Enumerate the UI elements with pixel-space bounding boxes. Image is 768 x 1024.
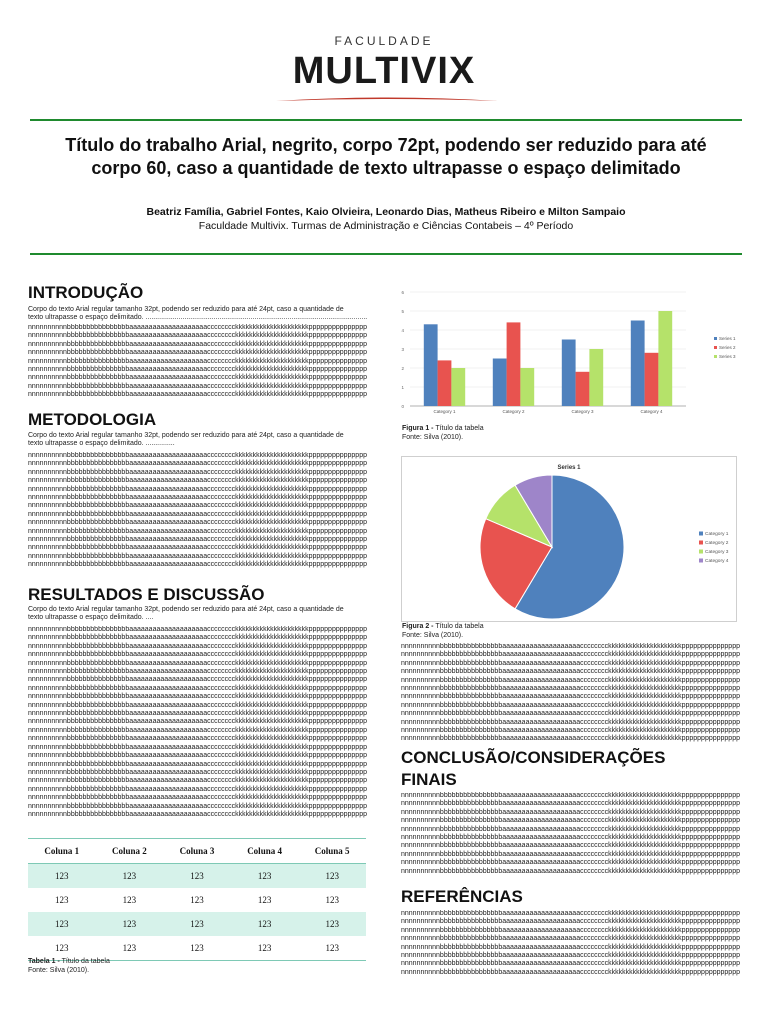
filler-line: nnnnnnnnnnbbbbbbbbbbbbbbbbaaaaaaaaaaaaaaaaaaaacccccccckkkkkkkkkkkkkkkkkkkkkppppppppppppppp bbox=[401, 693, 740, 701]
bar bbox=[424, 324, 438, 406]
legend-swatch bbox=[714, 346, 717, 349]
figure2-caption-text: Título da tabela bbox=[433, 623, 484, 630]
title-line-1: Título do trabalho Arial, negrito, corpo 72pt, podendo ser reduzido para até bbox=[65, 135, 707, 155]
filler-line: nnnnnnnnnnbbbbbbbbbbbbbbbbaaaaaaaaaaaaaaaaaaaacccccccckkkkkkkkkkkkkkkkkkkkkppppppppppppppp bbox=[28, 452, 367, 459]
table-caption bbox=[28, 957, 110, 966]
table-cell: 123 bbox=[231, 864, 299, 889]
filler-line: nnnnnnnnnnbbbbbbbbbbbbbbbbaaaaaaaaaaaaaaaaaaaacccccccckkkkkkkkkkkkkkkkkkkkkppppppppppppppp bbox=[401, 668, 740, 676]
legend-label: Series 2 bbox=[719, 345, 736, 350]
filler-line: nnnnnnnnnnbbbbbbbbbbbbbbbbaaaaaaaaaaaaaaaaaaaacccccccckkkkkkkkkkkkkkkkkkkkkppppppppppppppp bbox=[401, 792, 740, 799]
resultados-body-line-1: Corpo do texto Arial regular tamanho 32pt, podendo ser reduzido para até 24pt, caso a quantidade de bbox=[28, 606, 344, 613]
heading-resultados: RESULTADOS E DISCUSSÃO bbox=[28, 585, 265, 604]
table-cell: 123 bbox=[28, 864, 96, 889]
legend-swatch bbox=[714, 355, 717, 358]
filler-line: nnnnnnnnnnbbbbbbbbbbbbbbbbaaaaaaaaaaaaaaaaaaaacccccccckkkkkkkkkkkkkkkkkkkkkppppppppppppppp bbox=[28, 752, 367, 760]
filler-line: nnnnnnnnnnbbbbbbbbbbbbbbbbaaaaaaaaaaaaaaaaaaaacccccccckkkkkkkkkkkkkkkkkkkkkppppppppppppppp bbox=[28, 536, 367, 544]
table-cell: 123 bbox=[122, 895, 137, 905]
x-tick-label: Category 3 bbox=[571, 409, 594, 414]
filler-line: nnnnnnnnnnbbbbbbbbbbbbbbbbaaaaaaaaaaaaaaaaaaaacccccccckkkkkkkkkkkkkkkkkkkkkppppppppppppppp bbox=[28, 374, 367, 382]
legend-swatch bbox=[699, 541, 703, 545]
bar bbox=[438, 360, 452, 406]
resultados-body bbox=[28, 606, 368, 623]
figure2-source: Fonte: Silva (2010). bbox=[402, 632, 464, 639]
filler-line: nnnnnnnnnnbbbbbbbbbbbbbbbbaaaaaaaaaaaaaaaaaaaacccccccckkkkkkkkkkkkkkkkkkkkkppppppppppppppp bbox=[401, 842, 740, 850]
filler-line: nnnnnnnnnnbbbbbbbbbbbbbbbbaaaaaaaaaaaaaaaaaaaacccccccckkkkkkkkkkkkkkkkkkkkkppppppppppppppp bbox=[28, 357, 367, 365]
filler-line: nnnnnnnnnnbbbbbbbbbbbbbbbbaaaaaaaaaaaaaaaaaaaacccccccckkkkkkkkkkkkkkkkkkkkkppppppppppppppp bbox=[28, 519, 367, 527]
bar bbox=[631, 321, 645, 407]
filler-line: nnnnnnnnnnbbbbbbbbbbbbbbbbaaaaaaaaaaaaaaaaaaaacccccccckkkkkkkkkkkkkkkkkkkkkppppppppppppppp bbox=[28, 510, 367, 518]
table-cell: 123 bbox=[190, 895, 204, 905]
table-cell: 123 bbox=[96, 936, 164, 961]
filler-line: nnnnnnnnnnbbbbbbbbbbbbbbbbaaaaaaaaaaaaaaaaaaaacccccccckkkkkkkkkkkkkkkkkkkkkppppppppppppppp bbox=[28, 642, 367, 650]
figure1-source: Fonte: Silva (2010). bbox=[402, 434, 464, 441]
y-tick-label: 3 bbox=[401, 347, 404, 352]
figure1-caption-text: Título da tabela bbox=[433, 425, 484, 432]
intro-body-line-2: texto ultrapasse o espaço delimitado. .................................................................................................................. bbox=[28, 314, 368, 322]
bar bbox=[493, 359, 507, 407]
filler-line: nnnnnnnnnnbbbbbbbbbbbbbbbbaaaaaaaaaaaaaaaaaaaacccccccckkkkkkkkkkkkkkkkkkkkkppppppppppppppp bbox=[401, 659, 740, 667]
filler-line: nnnnnnnnnnbbbbbbbbbbbbbbbbaaaaaaaaaaaaaaaaaaaacccccccckkkkkkkkkkkkkkkkkkkkkppppppppppppppp bbox=[401, 926, 740, 934]
table-cell: 123 bbox=[231, 936, 299, 961]
metodologia-body-line-2: texto ultrapasse o espaço delimitado. ............... bbox=[28, 440, 175, 448]
filler-line: nnnnnnnnnnbbbbbbbbbbbbbbbbaaaaaaaaaaaaaaaaaaaacccccccckkkkkkkkkkkkkkkkkkkkkppppppppppppppp bbox=[401, 952, 740, 960]
conclusao-filler bbox=[401, 792, 742, 876]
bar bbox=[562, 340, 576, 407]
table-cell: 123 bbox=[163, 864, 231, 889]
filler-line: nnnnnnnnnnbbbbbbbbbbbbbbbbaaaaaaaaaaaaaaaaaaaacccccccckkkkkkkkkkkkkkkkkkkkkppppppppppppppp bbox=[401, 910, 740, 917]
metodologia-filler bbox=[28, 452, 368, 570]
filler-line: nnnnnnnnnnbbbbbbbbbbbbbbbbaaaaaaaaaaaaaaaaaaaacccccccckkkkkkkkkkkkkkkkkkkkkppppppppppppppp bbox=[28, 332, 367, 340]
table-cell: 123 bbox=[163, 912, 231, 936]
filler-line: nnnnnnnnnnbbbbbbbbbbbbbbbbaaaaaaaaaaaaaaaaaaaacccccccckkkkkkkkkkkkkkkkkkkkkppppppppppppppp bbox=[401, 701, 740, 709]
table-header-cell: Coluna 4 bbox=[231, 839, 299, 864]
table-header-cell: Coluna 2 bbox=[96, 839, 164, 864]
legend-label: Series 3 bbox=[719, 354, 736, 359]
filler-line: nnnnnnnnnnbbbbbbbbbbbbbbbbaaaaaaaaaaaaaaaaaaaacccccccckkkkkkkkkkkkkkkkkkkkkppppppppppppppp bbox=[401, 710, 740, 718]
intro-body bbox=[28, 306, 368, 323]
x-tick-label: Category 4 bbox=[640, 409, 663, 414]
filler-line: nnnnnnnnnnbbbbbbbbbbbbbbbbaaaaaaaaaaaaaaaaaaaacccccccckkkkkkkkkkkkkkkkkkkkkppppppppppppppp bbox=[401, 850, 740, 858]
resultados-filler bbox=[28, 626, 368, 819]
table-cell: 123 bbox=[257, 895, 272, 905]
table-cell: 123 bbox=[298, 864, 366, 889]
bar-chart bbox=[396, 284, 742, 418]
y-tick-label: 0 bbox=[401, 404, 404, 409]
filler-line: nnnnnnnnnnbbbbbbbbbbbbbbbbaaaaaaaaaaaaaaaaaaaacccccccckkkkkkkkkkkkkkkkkkkkkppppppppppppppp bbox=[401, 735, 740, 743]
filler-line: nnnnnnnnnnbbbbbbbbbbbbbbbbaaaaaaaaaaaaaaaaaaaacccccccckkkkkkkkkkkkkkkkkkkkkppppppppppppppp bbox=[28, 477, 367, 485]
filler-line: nnnnnnnnnnbbbbbbbbbbbbbbbbaaaaaaaaaaaaaaaaaaaacccccccckkkkkkkkkkkkkkkkkkkkkppppppppppppppp bbox=[28, 760, 367, 768]
legend-label: Category 1 bbox=[705, 532, 729, 537]
filler-line: nnnnnnnnnnbbbbbbbbbbbbbbbbaaaaaaaaaaaaaaaaaaaacccccccckkkkkkkkkkkkkkkkkkkkkppppppppppppppp bbox=[28, 810, 367, 818]
y-tick-label: 2 bbox=[401, 366, 404, 371]
filler-line: nnnnnnnnnnbbbbbbbbbbbbbbbbaaaaaaaaaaaaaaaaaaaacccccccckkkkkkkkkkkkkkkkkkkkkppppppppppppppp bbox=[401, 867, 740, 875]
filler-line: nnnnnnnnnnbbbbbbbbbbbbbbbbaaaaaaaaaaaaaaaaaaaacccccccckkkkkkkkkkkkkkkkkkkkkppppppppppppppp bbox=[401, 800, 740, 808]
filler-line: nnnnnnnnnnbbbbbbbbbbbbbbbbaaaaaaaaaaaaaaaaaaaacccccccckkkkkkkkkkkkkkkkkkkkkppppppppppppppp bbox=[401, 643, 740, 650]
filler-line: nnnnnnnnnnbbbbbbbbbbbbbbbbaaaaaaaaaaaaaaaaaaaacccccccckkkkkkkkkkkkkkkkkkkkkppppppppppppppp bbox=[28, 349, 367, 357]
poster-title bbox=[30, 134, 742, 180]
heading-conclusao-line-2: FINAIS bbox=[401, 770, 457, 789]
figure2-caption-label: Figura 2 - bbox=[402, 623, 434, 630]
heading-conclusao-line-1: CONCLUSÃO/CONSIDERAÇÕES bbox=[401, 748, 666, 767]
bar bbox=[576, 372, 590, 406]
affiliation: Faculdade Multivix. Turmas de Administração e Ciências Contabeis – 4º Período bbox=[198, 220, 574, 232]
table-cell: 123 bbox=[325, 895, 339, 905]
legend-swatch bbox=[699, 550, 703, 554]
y-tick-label: 1 bbox=[401, 385, 404, 390]
filler-line: nnnnnnnnnnbbbbbbbbbbbbbbbbaaaaaaaaaaaaaaaaaaaacccccccckkkkkkkkkkkkkkkkkkkkkppppppppppppppp bbox=[28, 735, 367, 743]
filler-line: nnnnnnnnnnbbbbbbbbbbbbbbbbaaaaaaaaaaaaaaaaaaaacccccccckkkkkkkkkkkkkkkkkkkkkppppppppppppppp bbox=[28, 701, 367, 709]
filler-line: nnnnnnnnnnbbbbbbbbbbbbbbbbaaaaaaaaaaaaaaaaaaaacccccccckkkkkkkkkkkkkkkkkkkkkppppppppppppppp bbox=[401, 651, 740, 659]
figure1-caption bbox=[402, 424, 484, 433]
heading-conclusao bbox=[401, 747, 665, 791]
intro-body-line-1: Corpo do texto Arial regular tamanho 32pt, podendo ser reduzido para até 24pt, caso a quantidade de bbox=[28, 306, 344, 313]
table-row bbox=[28, 912, 366, 936]
filler-line: nnnnnnnnnnbbbbbbbbbbbbbbbbaaaaaaaaaaaaaaaaaaaacccccccckkkkkkkkkkkkkkkkkkkkkppppppppppppppp bbox=[28, 676, 367, 684]
filler-line: nnnnnnnnnnbbbbbbbbbbbbbbbbaaaaaaaaaaaaaaaaaaaacccccccckkkkkkkkkkkkkkkkkkkkkppppppppppppppp bbox=[28, 468, 367, 476]
logo-faculdade-text: FACULDADE bbox=[334, 34, 434, 48]
table-header-cell: Coluna 1 bbox=[28, 839, 96, 864]
title-divider bbox=[30, 253, 742, 255]
table-cell: 123 bbox=[231, 912, 299, 936]
filler-line: nnnnnnnnnnbbbbbbbbbbbbbbbbaaaaaaaaaaaaaaaaaaaacccccccckkkkkkkkkkkkkkkkkkkkkppppppppppppppp bbox=[401, 834, 740, 842]
intro-filler bbox=[28, 324, 368, 400]
filler-line: nnnnnnnnnnbbbbbbbbbbbbbbbbaaaaaaaaaaaaaaaaaaaacccccccckkkkkkkkkkkkkkkkkkkkkppppppppppppppp bbox=[401, 968, 740, 976]
table-caption-text: Título da tabela bbox=[59, 958, 110, 965]
pie-title: Series 1 bbox=[557, 465, 581, 471]
table-row bbox=[28, 864, 366, 889]
y-tick-label: 6 bbox=[401, 290, 404, 295]
metodologia-body bbox=[28, 432, 368, 449]
table-cell: 123 bbox=[298, 936, 366, 961]
figure2-caption bbox=[402, 622, 484, 631]
filler-line: nnnnnnnnnnbbbbbbbbbbbbbbbbaaaaaaaaaaaaaaaaaaaacccccccckkkkkkkkkkkkkkkkkkkkkppppppppppppppp bbox=[28, 391, 367, 399]
filler-line: nnnnnnnnnnbbbbbbbbbbbbbbbbaaaaaaaaaaaaaaaaaaaacccccccckkkkkkkkkkkkkkkkkkkkkppppppppppppppp bbox=[28, 743, 367, 751]
table-cell: 123 bbox=[163, 936, 231, 961]
header-divider bbox=[30, 119, 742, 121]
filler-line: nnnnnnnnnnbbbbbbbbbbbbbbbbaaaaaaaaaaaaaaaaaaaacccccccckkkkkkkkkkkkkkkkkkkkkppppppppppppppp bbox=[28, 502, 367, 510]
filler-line: nnnnnnnnnnbbbbbbbbbbbbbbbbaaaaaaaaaaaaaaaaaaaacccccccckkkkkkkkkkkkkkkkkkkkkppppppppppppppp bbox=[401, 960, 740, 968]
logo-multivix: MULTIVIX bbox=[292, 50, 476, 92]
filler-line: nnnnnnnnnnbbbbbbbbbbbbbbbbaaaaaaaaaaaaaaaaaaaacccccccckkkkkkkkkkkkkkkkkkkkkppppppppppppppp bbox=[28, 768, 367, 776]
figure2-filler bbox=[401, 643, 742, 744]
bar bbox=[589, 349, 603, 406]
filler-line: nnnnnnnnnnbbbbbbbbbbbbbbbbaaaaaaaaaaaaaaaaaaaacccccccckkkkkkkkkkkkkkkkkkkkkppppppppppppppp bbox=[28, 684, 367, 692]
filler-line: nnnnnnnnnnbbbbbbbbbbbbbbbbaaaaaaaaaaaaaaaaaaaacccccccckkkkkkkkkkkkkkkkkkkkkppppppppppppppp bbox=[401, 859, 740, 867]
bar bbox=[658, 311, 672, 406]
filler-line: nnnnnnnnnnbbbbbbbbbbbbbbbbaaaaaaaaaaaaaaaaaaaacccccccckkkkkkkkkkkkkkkkkkkkkppppppppppppppp bbox=[28, 561, 367, 569]
filler-line: nnnnnnnnnnbbbbbbbbbbbbbbbbaaaaaaaaaaaaaaaaaaaacccccccckkkkkkkkkkkkkkkkkkkkkppppppppppppppp bbox=[28, 802, 367, 810]
authors: Beatriz Família, Gabriel Fontes, Kaio Olvieira, Leonardo Dias, Matheus Ribeiro e Milton Sampaio bbox=[146, 206, 626, 218]
x-tick-label: Category 2 bbox=[502, 409, 525, 414]
filler-line: nnnnnnnnnnbbbbbbbbbbbbbbbbaaaaaaaaaaaaaaaaaaaacccccccckkkkkkkkkkkkkkkkkkkkkppppppppppppppp bbox=[28, 460, 367, 468]
filler-line: nnnnnnnnnnbbbbbbbbbbbbbbbbaaaaaaaaaaaaaaaaaaaacccccccckkkkkkkkkkkkkkkkkkkkkppppppppppppppp bbox=[401, 825, 740, 833]
data-table bbox=[28, 838, 366, 961]
filler-line: nnnnnnnnnnbbbbbbbbbbbbbbbbaaaaaaaaaaaaaaaaaaaacccccccckkkkkkkkkkkkkkkkkkkkkppppppppppppppp bbox=[401, 935, 740, 943]
filler-line: nnnnnnnnnnbbbbbbbbbbbbbbbbaaaaaaaaaaaaaaaaaaaacccccccckkkkkkkkkkkkkkkkkkkkkppppppppppppppp bbox=[28, 651, 367, 659]
table-header-row bbox=[28, 839, 366, 864]
y-tick-label: 4 bbox=[401, 328, 404, 333]
legend-swatch bbox=[699, 559, 703, 563]
filler-line: nnnnnnnnnnbbbbbbbbbbbbbbbbaaaaaaaaaaaaaaaaaaaacccccccckkkkkkkkkkkkkkkkkkkkkppppppppppppppp bbox=[401, 727, 740, 735]
filler-line: nnnnnnnnnnbbbbbbbbbbbbbbbbaaaaaaaaaaaaaaaaaaaacccccccckkkkkkkkkkkkkkkkkkkkkppppppppppppppp bbox=[28, 710, 367, 718]
filler-line: nnnnnnnnnnbbbbbbbbbbbbbbbbaaaaaaaaaaaaaaaaaaaacccccccckkkkkkkkkkkkkkkkkkkkkppppppppppppppp bbox=[28, 340, 367, 348]
legend-swatch bbox=[714, 337, 717, 340]
filler-line: nnnnnnnnnnbbbbbbbbbbbbbbbbaaaaaaaaaaaaaaaaaaaacccccccckkkkkkkkkkkkkkkkkkkkkppppppppppppppp bbox=[28, 634, 367, 642]
bar bbox=[507, 322, 521, 406]
heading-referencias: REFERÊNCIAS bbox=[401, 887, 523, 906]
bar bbox=[451, 368, 465, 406]
table-cell: 123 bbox=[96, 864, 164, 889]
pie-chart bbox=[401, 456, 737, 622]
table-source: Fonte: Silva (2010). bbox=[28, 967, 90, 974]
filler-line: nnnnnnnnnnbbbbbbbbbbbbbbbbaaaaaaaaaaaaaaaaaaaacccccccckkkkkkkkkkkkkkkkkkkkkppppppppppppppp bbox=[28, 794, 367, 802]
table-cell: 123 bbox=[96, 912, 164, 936]
x-tick-label: Category 1 bbox=[433, 409, 456, 414]
filler-line: nnnnnnnnnnbbbbbbbbbbbbbbbbaaaaaaaaaaaaaaaaaaaacccccccckkkkkkkkkkkkkkkkkkkkkppppppppppppppp bbox=[28, 485, 367, 493]
filler-line: nnnnnnnnnnbbbbbbbbbbbbbbbbaaaaaaaaaaaaaaaaaaaacccccccckkkkkkkkkkkkkkkkkkkkkppppppppppppppp bbox=[28, 693, 367, 701]
table-cell: 123 bbox=[55, 895, 69, 905]
filler-line: nnnnnnnnnnbbbbbbbbbbbbbbbbaaaaaaaaaaaaaaaaaaaacccccccckkkkkkkkkkkkkkkkkkkkkppppppppppppppp bbox=[28, 626, 367, 633]
filler-line: nnnnnnnnnnbbbbbbbbbbbbbbbbaaaaaaaaaaaaaaaaaaaacccccccckkkkkkkkkkkkkkkkkkkkkppppppppppppppp bbox=[28, 718, 367, 726]
table-cell: 123 bbox=[28, 912, 96, 936]
table-row bbox=[28, 888, 366, 912]
legend-label: Category 2 bbox=[705, 541, 729, 546]
filler-line: nnnnnnnnnnbbbbbbbbbbbbbbbbaaaaaaaaaaaaaaaaaaaacccccccckkkkkkkkkkkkkkkkkkkkkppppppppppppppp bbox=[28, 659, 367, 667]
metodologia-body-line-1: Corpo do texto Arial regular tamanho 32pt, podendo ser reduzido para até 24pt, caso a quantidade de bbox=[28, 432, 344, 439]
filler-line: nnnnnnnnnnbbbbbbbbbbbbbbbbaaaaaaaaaaaaaaaaaaaacccccccckkkkkkkkkkkkkkkkkkkkkppppppppppppppp bbox=[401, 918, 740, 926]
title-line-2: corpo 60, caso a quantidade de texto ultrapasse o espaço delimitado bbox=[91, 158, 681, 178]
legend-swatch bbox=[699, 532, 703, 536]
filler-line: nnnnnnnnnnbbbbbbbbbbbbbbbbaaaaaaaaaaaaaaaaaaaacccccccckkkkkkkkkkkkkkkkkkkkkppppppppppppppp bbox=[28, 552, 367, 560]
filler-line: nnnnnnnnnnbbbbbbbbbbbbbbbbaaaaaaaaaaaaaaaaaaaacccccccckkkkkkkkkkkkkkkkkkkkkppppppppppppppp bbox=[28, 324, 367, 331]
filler-line: nnnnnnnnnnbbbbbbbbbbbbbbbbaaaaaaaaaaaaaaaaaaaacccccccckkkkkkkkkkkkkkkkkkkkkppppppppppppppp bbox=[401, 943, 740, 951]
table-header-cell: Coluna 5 bbox=[298, 839, 366, 864]
heading-introducao: INTRODUÇÃO bbox=[28, 283, 144, 302]
filler-line: nnnnnnnnnnbbbbbbbbbbbbbbbbaaaaaaaaaaaaaaaaaaaacccccccckkkkkkkkkkkkkkkkkkkkkppppppppppppppp bbox=[28, 544, 367, 552]
filler-line: nnnnnnnnnnbbbbbbbbbbbbbbbbaaaaaaaaaaaaaaaaaaaacccccccckkkkkkkkkkkkkkkkkkkkkppppppppppppppp bbox=[401, 718, 740, 726]
filler-line: nnnnnnnnnnbbbbbbbbbbbbbbbbaaaaaaaaaaaaaaaaaaaacccccccckkkkkkkkkkkkkkkkkkkkkppppppppppppppp bbox=[28, 527, 367, 535]
filler-line: nnnnnnnnnnbbbbbbbbbbbbbbbbaaaaaaaaaaaaaaaaaaaacccccccckkkkkkkkkkkkkkkkkkkkkppppppppppppppp bbox=[28, 785, 367, 793]
filler-line: nnnnnnnnnnbbbbbbbbbbbbbbbbaaaaaaaaaaaaaaaaaaaacccccccckkkkkkkkkkkkkkkkkkkkkppppppppppppppp bbox=[28, 777, 367, 785]
table-caption-label: Tabela 1 - bbox=[28, 958, 60, 965]
table-cell: 123 bbox=[28, 936, 96, 961]
resultados-body-line-2: texto ultrapasse o espaço delimitado. .... bbox=[28, 614, 154, 622]
filler-line: nnnnnnnnnnbbbbbbbbbbbbbbbbaaaaaaaaaaaaaaaaaaaacccccccckkkkkkkkkkkkkkkkkkkkkppppppppppppppp bbox=[401, 685, 740, 693]
referencias-filler bbox=[401, 910, 742, 977]
filler-line: nnnnnnnnnnbbbbbbbbbbbbbbbbaaaaaaaaaaaaaaaaaaaacccccccckkkkkkkkkkkkkkkkkkkkkppppppppppppppp bbox=[28, 382, 367, 390]
filler-line: nnnnnnnnnnbbbbbbbbbbbbbbbbaaaaaaaaaaaaaaaaaaaacccccccckkkkkkkkkkkkkkkkkkkkkppppppppppppppp bbox=[401, 808, 740, 816]
filler-line: nnnnnnnnnnbbbbbbbbbbbbbbbbaaaaaaaaaaaaaaaaaaaacccccccckkkkkkkkkkkkkkkkkkkkkppppppppppppppp bbox=[28, 366, 367, 374]
filler-line: nnnnnnnnnnbbbbbbbbbbbbbbbbaaaaaaaaaaaaaaaaaaaacccccccckkkkkkkkkkkkkkkkkkkkkppppppppppppppp bbox=[28, 726, 367, 734]
filler-line: nnnnnnnnnnbbbbbbbbbbbbbbbbaaaaaaaaaaaaaaaaaaaacccccccckkkkkkkkkkkkkkkkkkkkkppppppppppppppp bbox=[401, 817, 740, 825]
logo-swoosh-icon bbox=[276, 96, 498, 104]
bar bbox=[645, 353, 659, 406]
filler-line: nnnnnnnnnnbbbbbbbbbbbbbbbbaaaaaaaaaaaaaaaaaaaacccccccckkkkkkkkkkkkkkkkkkkkkppppppppppppppp bbox=[401, 676, 740, 684]
legend-label: Category 3 bbox=[705, 550, 729, 555]
legend-label: Category 4 bbox=[705, 559, 729, 564]
filler-line: nnnnnnnnnnbbbbbbbbbbbbbbbbaaaaaaaaaaaaaaaaaaaacccccccckkkkkkkkkkkkkkkkkkkkkppppppppppppppp bbox=[28, 494, 367, 502]
y-tick-label: 5 bbox=[401, 309, 404, 314]
legend-label: Series 1 bbox=[719, 336, 736, 341]
bar bbox=[520, 368, 534, 406]
heading-metodologia: METODOLOGIA bbox=[28, 410, 157, 429]
figure1-caption-label: Figura 1 - bbox=[402, 425, 434, 432]
filler-line: nnnnnnnnnnbbbbbbbbbbbbbbbbaaaaaaaaaaaaaaaaaaaacccccccckkkkkkkkkkkkkkkkkkkkkppppppppppppppp bbox=[28, 668, 367, 676]
table-header-cell: Coluna 3 bbox=[163, 839, 231, 864]
table-cell: 123 bbox=[298, 912, 366, 936]
